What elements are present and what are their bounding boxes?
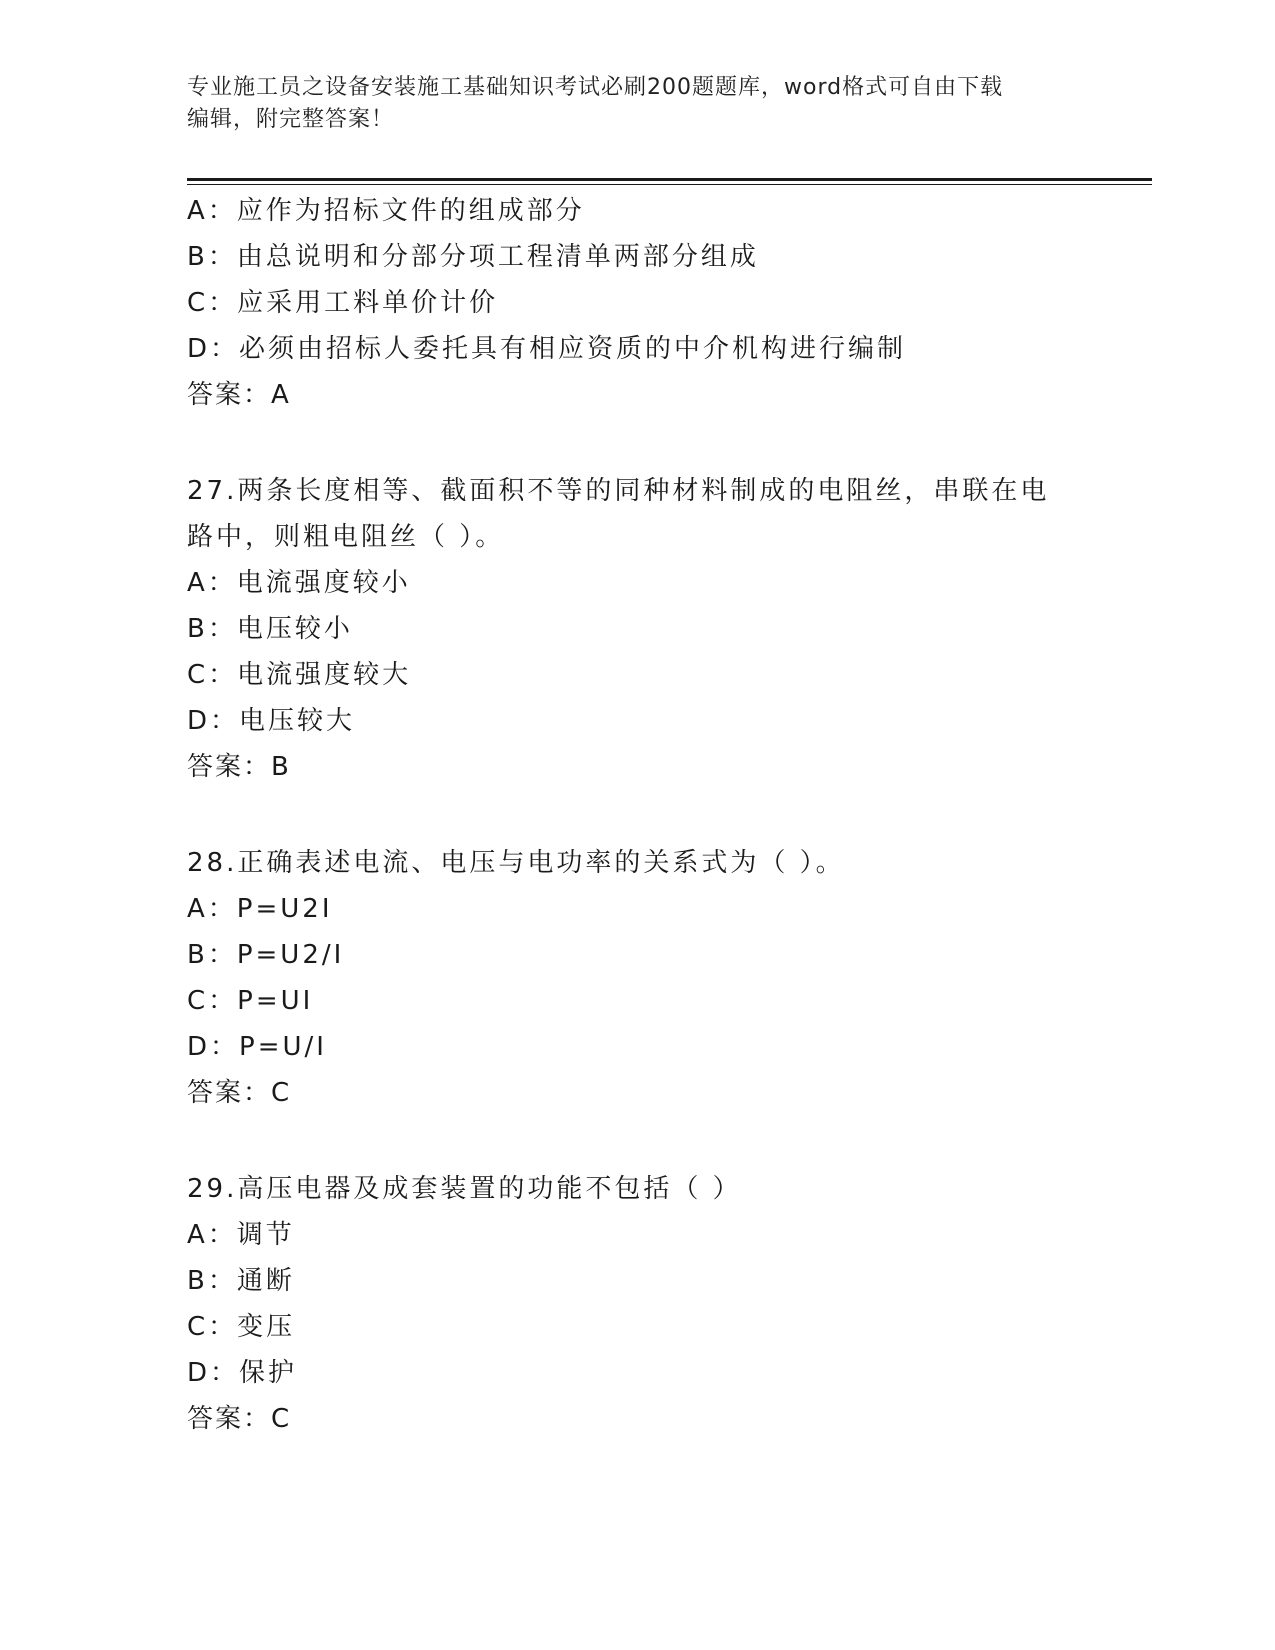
answer-line: 答案：A bbox=[187, 380, 291, 410]
question-block-28 bbox=[187, 840, 1127, 1116]
question-text: 29.高压电器及成套装置的功能不包括（ ） bbox=[187, 1174, 742, 1204]
header-title-line2: 编辑，附完整答案！ bbox=[187, 107, 395, 132]
option-b: B：P=U2/I bbox=[187, 940, 345, 970]
option-a: A：电流强度较小 bbox=[187, 568, 411, 598]
question-block-27 bbox=[187, 468, 1127, 790]
question-block-26 bbox=[187, 188, 1127, 418]
option-b: B：电压较小 bbox=[187, 614, 353, 644]
option-d: D：电压较大 bbox=[187, 706, 356, 736]
option-a: A：调节 bbox=[187, 1220, 295, 1250]
question-text: 27.两条长度相等、截面积不等的同种材料制成的电阻丝，串联在电路中，则粗电阻丝（ ）。 bbox=[187, 476, 1050, 552]
option-b: B：通断 bbox=[187, 1266, 295, 1296]
question-list bbox=[187, 188, 1127, 1442]
question-text: 28.正确表述电流、电压与电功率的关系式为（ ）。 bbox=[187, 848, 845, 878]
option-a: A：应作为招标文件的组成部分 bbox=[187, 196, 585, 226]
option-c: C：P=UI bbox=[187, 986, 314, 1016]
answer-line: 答案：C bbox=[187, 1078, 292, 1108]
option-a: A：P=U2I bbox=[187, 894, 333, 924]
header-title-line1: 专业施工员之设备安装施工基础知识考试必刷200题题库，word格式可自由下载 bbox=[187, 75, 1004, 100]
option-c: C：电流强度较大 bbox=[187, 660, 412, 690]
option-b: B：由总说明和分部分项工程清单两部分组成 bbox=[187, 242, 759, 272]
question-block-29 bbox=[187, 1166, 1127, 1442]
answer-line: 答案：B bbox=[187, 752, 291, 782]
option-c: C：变压 bbox=[187, 1312, 296, 1342]
answer-line: 答案：C bbox=[187, 1404, 292, 1434]
option-d: D：保护 bbox=[187, 1358, 298, 1388]
option-d: D：必须由招标人委托具有相应资质的中介机构进行编制 bbox=[187, 334, 907, 364]
header-divider-thin bbox=[187, 184, 1152, 185]
header-divider-thick bbox=[187, 178, 1152, 181]
option-d: D：P=U/I bbox=[187, 1032, 327, 1062]
document-header bbox=[187, 72, 1087, 136]
option-c: C：应采用工料单价计价 bbox=[187, 288, 499, 318]
